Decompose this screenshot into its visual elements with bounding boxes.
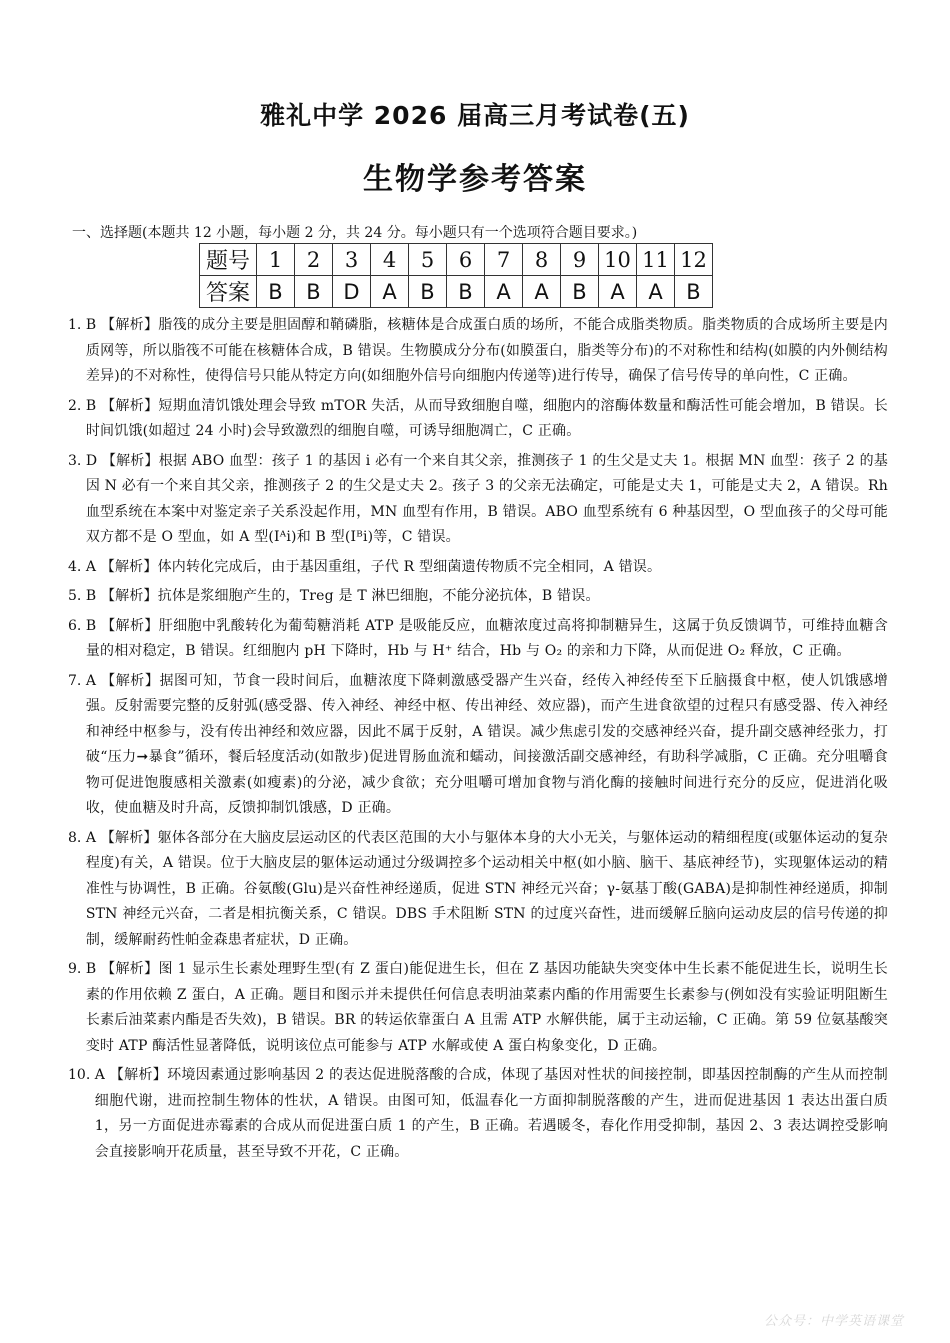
item-number: 3.	[68, 452, 86, 469]
explanation-item	[68, 394, 888, 445]
question-number-row	[200, 244, 713, 276]
answer-cell: A	[637, 276, 675, 308]
item-number: 8.	[68, 829, 86, 846]
explanation-item	[68, 614, 888, 665]
answer-key-title: 生物学参考答案	[363, 162, 587, 197]
question-number-cell: 1	[257, 244, 295, 276]
answer-cell: A	[599, 276, 637, 308]
item-number: 2.	[68, 397, 86, 414]
answer-cell: A	[523, 276, 561, 308]
answer-cell: B	[447, 276, 485, 308]
item-number: 1.	[68, 317, 86, 333]
footer-watermark: 公众号：中学英语课堂	[763, 1314, 904, 1329]
item-text: B 【解析】短期血清饥饿处理会导致 mTOR 失活，从而导致细胞自噬，细胞内的溶酶体数量和酶活性可能会增加，B 错误。长时间饥饿(如超过 24 小时)会导致激烈的细胞自噬，可诱导细胞凋亡，C 正确。	[85, 397, 888, 439]
row-label-answer: 答案	[200, 276, 257, 308]
item-text: A 【解析】据图可知，节食一段时间后，血糖浓度下降刺激感受器产生兴奋，经传入神经传至下丘脑摄食中枢，使人饥饿感增强。反射需要完整的反射弧(感受器、传入神经、神经中枢、传出神经、效应器)，而产生进食欲望的过程只有感受器、传入神经和神经中枢参与，没有传出神经和效应器，因此不属于反射，A 错误。减少焦虑引发的交感神经兴奋，提升副交感神经张力，打破“压力➞暴食”循环，餐后轻度活动(如散步)促进胃肠血流和蠕动，间接激活副交感神经，有助科学减脂，C 正确。充分咀嚼食物可促进饱腹感相关激素(如瘦素)的分泌，减少食欲；充分咀嚼可增加食物与消化酶的接触时间进行充分的反应，促进消化吸收，使血糖及时升高，反馈抑制饥饿感，D 正确。	[85, 672, 888, 816]
answer-cell: B	[295, 276, 333, 308]
explanation-item	[68, 584, 888, 610]
item-number: 6.	[68, 617, 86, 634]
explanation-item	[68, 669, 888, 822]
question-number-cell: 5	[409, 244, 447, 276]
explanation-item	[68, 555, 888, 581]
item-number: 4.	[68, 558, 86, 575]
answer-cell: B	[675, 276, 713, 308]
question-number-cell: 11	[637, 244, 675, 276]
answer-cell: D	[333, 276, 371, 308]
item-text: B 【解析】抗体是浆细胞产生的，Treg 是 T 淋巴细胞，不能分泌抗体，B 错误。	[85, 588, 600, 604]
explanation-item	[68, 957, 888, 1059]
question-number-cell: 6	[447, 244, 485, 276]
item-text: D 【解析】根据 ABO 血型：孩子 1 的基因 i 必有一个来自其父亲，推测孩子 1 的生父是丈夫 1。根据 MN 血型：孩子 2 的基因 N 必有一个来自其父亲，推测孩子 2 的生父是丈夫 2。孩子 3 的父亲无法确定，可能是丈夫 1，可能是丈夫 2，A 错误。Rh 血型系统在本案中对鉴定亲子关系没起作用，MN 血型有作用，B 错误。ABO 血型系统有 6 种基因型，O 型血孩子的父母可能双方都不是 O 型血，如 A 型(Iᴬi)和 B 型(Iᴮi)等，C 错误。	[85, 452, 888, 545]
item-text: B 【解析】脂筏的成分主要是胆固醇和鞘磷脂，核糖体是合成蛋白质的场所，不能合成脂类物质。脂类物质的合成场所主要是内质网等，所以脂筏不可能在核糖体合成，B 错误。生物膜成分分布(如膜蛋白，脂类等分布)的不对称性和结构(如膜的内外侧结构差异)的不对称性，使得信号只能从特定方向(如细胞外信号向细胞内传递等)进行传导，确保了信号传导的单向性，C 正确。	[85, 317, 888, 384]
item-number: 5.	[68, 588, 86, 604]
explanation-list	[68, 313, 888, 1169]
answer-cell: A	[371, 276, 409, 308]
item-text: A 【解析】体内转化完成后，由于基因重组，子代 R 型细菌遗传物质不完全相同，A 错误。	[85, 558, 662, 575]
answer-row	[200, 276, 713, 308]
explanation-item	[68, 1063, 888, 1165]
item-text: A 【解析】躯体各部分在大脑皮层运动区的代表区范围的大小与躯体本身的大小无关，与躯体运动的精细程度(或躯体运动的复杂程度)有关，A 错误。位于大脑皮层的躯体运动通过分级调控多个运动相关中枢(如小脑、脑干、基底神经节)，实现躯体运动的精准性与协调性，B 正确。谷氨酸(Glu)是兴奋性神经递质，促进 STN 神经元兴奋；γ-氨基丁酸(GABA)是抑制性神经递质，抑制 STN 神经元兴奋，二者是相抗衡关系，C 错误。DBS 手术阻断 STN 的过度兴奋性，进而缓解丘脑向运动皮层的信号传递的抑制，缓解耐药性帕金森患者症状，D 正确。	[85, 829, 888, 948]
answer-cell: B	[561, 276, 599, 308]
item-text: B 【解析】肝细胞中乳酸转化为葡萄糖消耗 ATP 是吸能反应，血糖浓度过高将抑制糖异生，这属于负反馈调节，可维持血糖含量的相对稳定，B 错误。红细胞内 pH 下降时，Hb 与 H⁺ 结合，Hb 与 O₂ 的亲和力下降，从而促进 O₂ 释放，C 正确。	[85, 617, 888, 659]
question-number-cell: 7	[485, 244, 523, 276]
exam-title: 雅礼中学 2026 届高三月考试卷(五)	[260, 101, 690, 130]
question-number-cell: 10	[599, 244, 637, 276]
answer-cell: A	[485, 276, 523, 308]
question-number-cell: 12	[675, 244, 713, 276]
explanation-item	[68, 449, 888, 551]
item-number: 9.	[68, 961, 86, 977]
section-heading: 一、选择题(本题共 12 小题，每小题 2 分，共 24 分。每小题只有一个选项符合题目要求。)	[72, 225, 638, 241]
row-label-question-number: 题号	[200, 244, 257, 276]
explanation-item	[68, 826, 888, 954]
item-text: B 【解析】图 1 显示生长素处理野生型(有 Z 蛋白)能促进生长，但在 Z 基因功能缺失突变体中生长素不能促进生长，说明生长素的作用依赖 Z 蛋白，A 正确。题目和图示并未提供任何信息表明油菜素内酯的作用需要生长素参与(例如没有实验证明阻断生长素后油菜素内酯是否失效)，B 错误。BR 的转运依靠蛋白 A 且需 ATP 水解供能，属于主动运输，C 正确。第 59 位氨基酸突变时 ATP 酶活性显著降低，说明该位点可能参与 ATP 水解或使 A 蛋白构象变化，D 正确。	[85, 961, 888, 1054]
question-number-cell: 2	[295, 244, 333, 276]
item-number: 7.	[68, 672, 86, 689]
question-number-cell: 8	[523, 244, 561, 276]
answer-table	[199, 243, 713, 308]
explanation-item	[68, 313, 888, 390]
question-number-cell: 4	[371, 244, 409, 276]
item-number: 10.	[68, 1067, 95, 1083]
answer-cell: B	[257, 276, 295, 308]
question-number-cell: 3	[333, 244, 371, 276]
question-number-cell: 9	[561, 244, 599, 276]
item-text: A 【解析】环境因素通过影响基因 2 的表达促进脱落酸的合成，体现了基因对性状的间接控制，即基因控制酶的产生从而控制细胞代谢，进而控制生物体的性状，A 错误。由图可知，低温春化一方面抑制脱落酸的产生，进而促进基因 1 表达出蛋白质 1，另一方面促进赤霉素的合成从而促进蛋白质 1 的产生，B 正确。若遇暖冬，春化作用受抑制，基因 2、3 表达调控受影响会直接影响开花质量，甚至导致不开花，C 正确。	[94, 1067, 888, 1160]
answer-cell: B	[409, 276, 447, 308]
